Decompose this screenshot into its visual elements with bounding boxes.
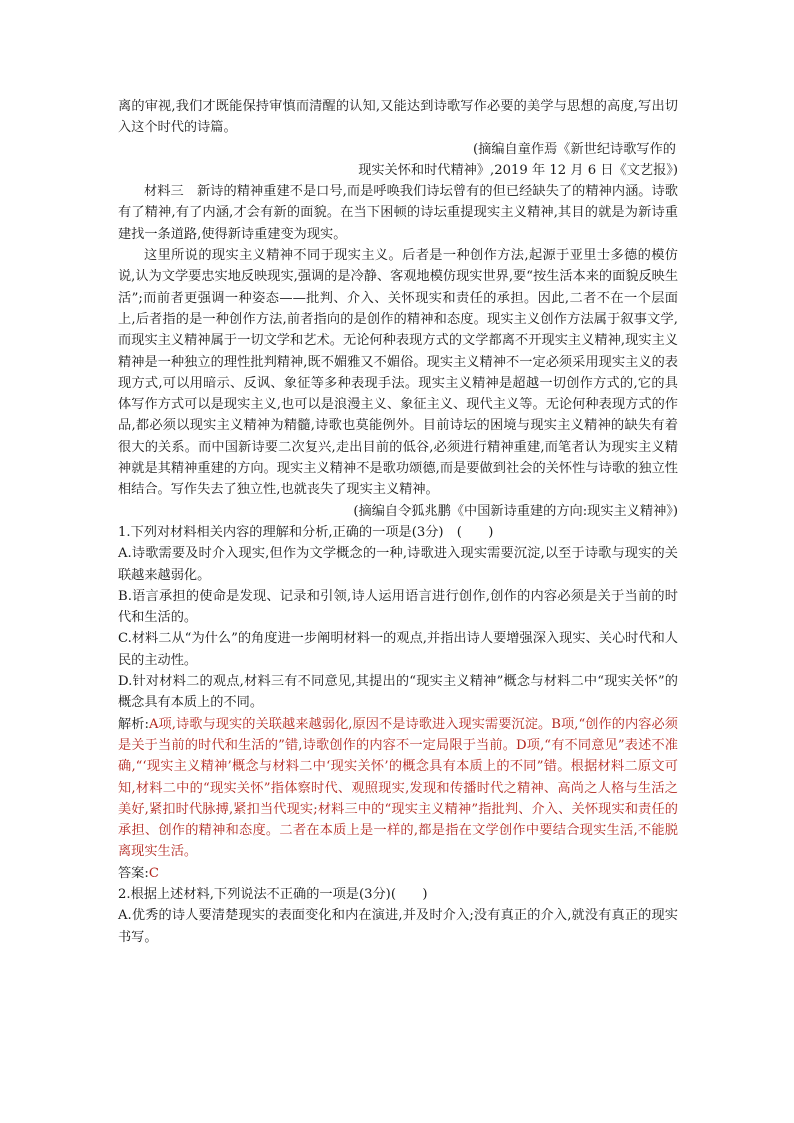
question-1-option-d: D.针对材料二的观点,材料三有不同意见,其提出的“现实主义精神”概念与材料二中“现实关怀”的概念具有本质上的不同。 [118,674,678,711]
source-citation-material2 [118,139,678,182]
analysis-text: A项,诗歌与现实的关联越来越弱化,原因不是诗歌进入现实需要沉淀。B项,“创作的内容必须是关于当前的时代和生活的”错,诗歌创作的内容不一定局限于当前。D项,“有不同意见”表述不准确,“‘现实主义精神’概念与材料二中‘现实关怀’的概念具有本质上的不同”错。根据材料二原文可知,材料二中的“现实关怀”指体察时代、观照现实,发现和传播时代之精神、高尚之人格与生活之美好,紧扣时代脉搏,紧扣当代现实;材料三中的“现实主义精神”指批判、介入、关怀现实和责任的承担、创作的精神和态度。二者在本质上是一样的,都是指在文学创作中要结合现实生活,不能脱离现实生活。 [118,716,678,860]
document-page [118,96,678,948]
question-1-option-b: B.语言承担的使命是发现、记录和引领,诗人运用语言进行创作,创作的内容必须是关于当前的时代和生活的。 [118,588,678,626]
question-1-analysis [118,714,678,863]
question-1-option-c: C.材料二从“为什么”的角度进一步阐明材料一的观点,并指出诗人要增强深入现实、关心时代和人民的主动性。 [118,631,678,668]
question-1-option-a: A.诗歌需要及时介入现实,但作为文学概念的一种,诗歌进入现实需要沉淀,以至于诗歌与现实的关联越来越弱化。 [118,546,678,583]
question-2-stem: 2.根据上述材料,下列说法不正确的一项是(3分)( ) [118,886,428,902]
question-1-stem: 1.下列对材料相关内容的理解和分析,正确的一项是(3分) ( ) [118,524,494,540]
material3-paragraph-2: 这里所说的现实主义精神不同于现实主义。后者是一种创作方法,起源于亚里士多德的模仿说,认为文学要忠实地反映现实,强调的是冷静、客观地模仿现实世界,要“按生活本来的面貌反映生活”;而前者更强调一种姿态——批判、介入、关怀现实和责任的承担。因此,二者不在一个层面上,后者指的是一种创作方法,前者指向的是创作的精神和态度。现实主义创作方法属于叙事文学,而现实主义精神属于一切文学和艺术。无论何种表现方式的文学都离不开现实主义精神,现实主义精神是一种独立的理性批判精神,既不媚雅又不媚俗。现实主义精神不一定必须采用现实主义的表现方式,可以用暗示、反讽、象征等多种表现手法。现实主义精神是超越一切创作方式的,它的具体写作方式可以是现实主义,也可以是浪漫主义、象征主义、现代主义等。无论何种表现方式的作品,都必须以现实主义精神为精髓,诗歌也莫能例外。目前诗坛的困境与现实主义精神的缺失有着很大的关系。而中国新诗要二次复兴,走出目前的低谷,必须进行精神重建,而笔者认为现实主义精神就是其精神重建的方向。现实主义精神不是歌功颂德,而是要做到社会的关怀性与诗歌的独立性相结合。写作失去了独立性,也就丧失了现实主义精神。 [118,248,679,498]
paragraph-continued: 离的审视,我们才既能保持审慎而清醒的认知,又能达到诗歌写作必要的美学与思想的高度,写出切入这个时代的诗篇。 [118,99,678,136]
source-line-1: (摘编自童作焉《新世纪诗歌写作的 [473,141,676,157]
question-1-answer [118,863,678,884]
analysis-label: 解析: [118,716,149,732]
answer-value: C [148,865,159,881]
source-line-2: 现实关怀和时代精神》,2019 年 12 月 6 日《文艺报》) [358,162,678,178]
answer-label: 答案: [118,865,149,881]
material3-paragraph-1: 材料三 新诗的精神重建不是口号,而是呼唤我们诗坛曾有的但已经缺失了的精神内涵。诗歌有了精神,有了内涵,才会有新的面貌。在当下困顿的诗坛重提现实主义精神,其目的就是为新诗重建找一条道路,使得新诗重建变为现实。 [118,184,678,242]
source-citation-material3: (摘编自令狐兆鹏《中国新诗重建的方向:现实主义精神》) [353,503,678,519]
question-2-option-a: A.优秀的诗人要清楚现实的表面变化和内在演进,并及时介入;没有真正的介入,就没有真正的现实书写。 [118,908,678,945]
